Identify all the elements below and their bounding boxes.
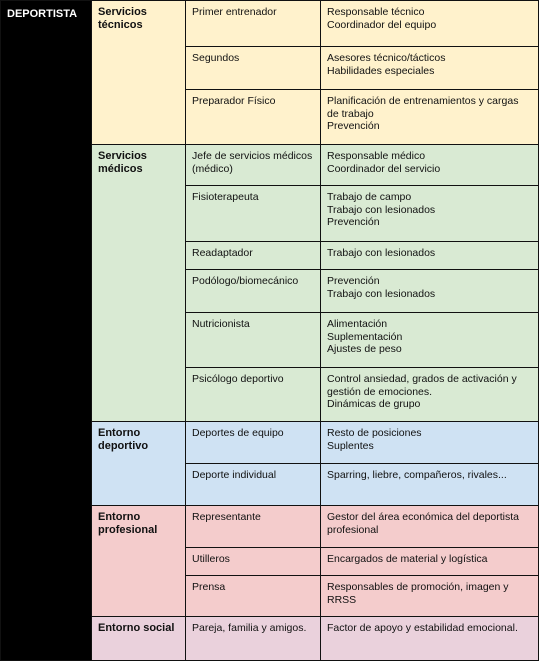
role-cell: Deporte individual [186, 464, 321, 506]
function-line: Coordinador del equipo [327, 18, 437, 31]
role-cell: Preparador Físico [186, 90, 321, 145]
role-cell: Pareja, familia y amigos. [186, 617, 321, 661]
functions-cell [321, 90, 539, 145]
role-cell: Representante [186, 506, 321, 548]
function-line: Control ansiedad, grados de activación y gestión de emociones. [327, 373, 517, 398]
functions-cell [321, 576, 539, 617]
functions-cell [321, 506, 539, 548]
function-line: Dinámicas de grupo [327, 398, 421, 410]
function-line: Trabajo con lesionados [327, 247, 436, 259]
role-cell: Psicólogo deportivo [186, 368, 321, 422]
group-label: Servicios técnicos [92, 1, 186, 145]
function-line: Prevención [327, 120, 380, 132]
role-cell: Jefe de servicios médicos (médico) [186, 145, 321, 186]
function-line: Prevención [327, 216, 380, 228]
functions-cell [321, 313, 539, 368]
function-line: Resto de posiciones [327, 427, 422, 439]
function-line: Encargados de material y logística [327, 553, 488, 565]
function-line: Gestor del área económica del deportista profesional [327, 511, 520, 536]
group-label: Servicios médicos [92, 145, 186, 422]
function-line: Responsable técnico [327, 6, 425, 18]
functions-cell [321, 145, 539, 186]
table-row [1, 1, 539, 47]
role-cell: Utilleros [186, 548, 321, 576]
function-line: Responsable médico [327, 150, 426, 162]
function-line: Suplementación [327, 330, 403, 343]
functions-cell [321, 422, 539, 464]
function-line: Sparring, liebre, compañeros, rivales... [327, 469, 507, 481]
function-line: Responsables de promoción, imagen y RRSS [327, 581, 509, 606]
function-line: Habilidades especiales [327, 64, 435, 77]
function-line: Trabajo de campo [327, 191, 412, 203]
role-cell: Primer entrenador [186, 1, 321, 47]
role-cell: Podólogo/biomecánico [186, 270, 321, 313]
functions-cell [321, 464, 539, 506]
functions-cell [321, 617, 539, 661]
function-line: Trabajo con lesionados [327, 287, 436, 300]
role-cell: Nutricionista [186, 313, 321, 368]
functions-cell [321, 1, 539, 47]
function-line: Prevención [327, 275, 380, 287]
role-cell: Deportes de equipo [186, 422, 321, 464]
functions-cell [321, 47, 539, 90]
role-cell: Readaptador [186, 242, 321, 270]
group-label: Entorno social [92, 617, 186, 661]
functions-cell [321, 548, 539, 576]
group-label: Entorno deportivo [92, 422, 186, 506]
role-cell: Prensa [186, 576, 321, 617]
function-line: Alimentación [327, 318, 388, 330]
function-line: Factor de apoyo y estabilidad emocional. [327, 622, 518, 634]
function-line: Ajustes de peso [327, 343, 402, 355]
role-cell: Segundos [186, 47, 321, 90]
functions-cell [321, 368, 539, 422]
function-line: Planificación de entrenamientos y cargas de trabajo [327, 95, 519, 120]
function-line: Suplentes [327, 439, 374, 452]
function-line: Coordinador del servicio [327, 162, 441, 175]
role-cell: Fisioterapeuta [186, 186, 321, 242]
functions-cell [321, 186, 539, 242]
function-line: Asesores técnico/tácticos [327, 52, 446, 64]
group-label: Entorno profesional [92, 506, 186, 617]
athlete-header: DEPORTISTA [1, 1, 92, 661]
functions-cell [321, 242, 539, 270]
functions-cell [321, 270, 539, 313]
function-line: Trabajo con lesionados [327, 203, 436, 216]
